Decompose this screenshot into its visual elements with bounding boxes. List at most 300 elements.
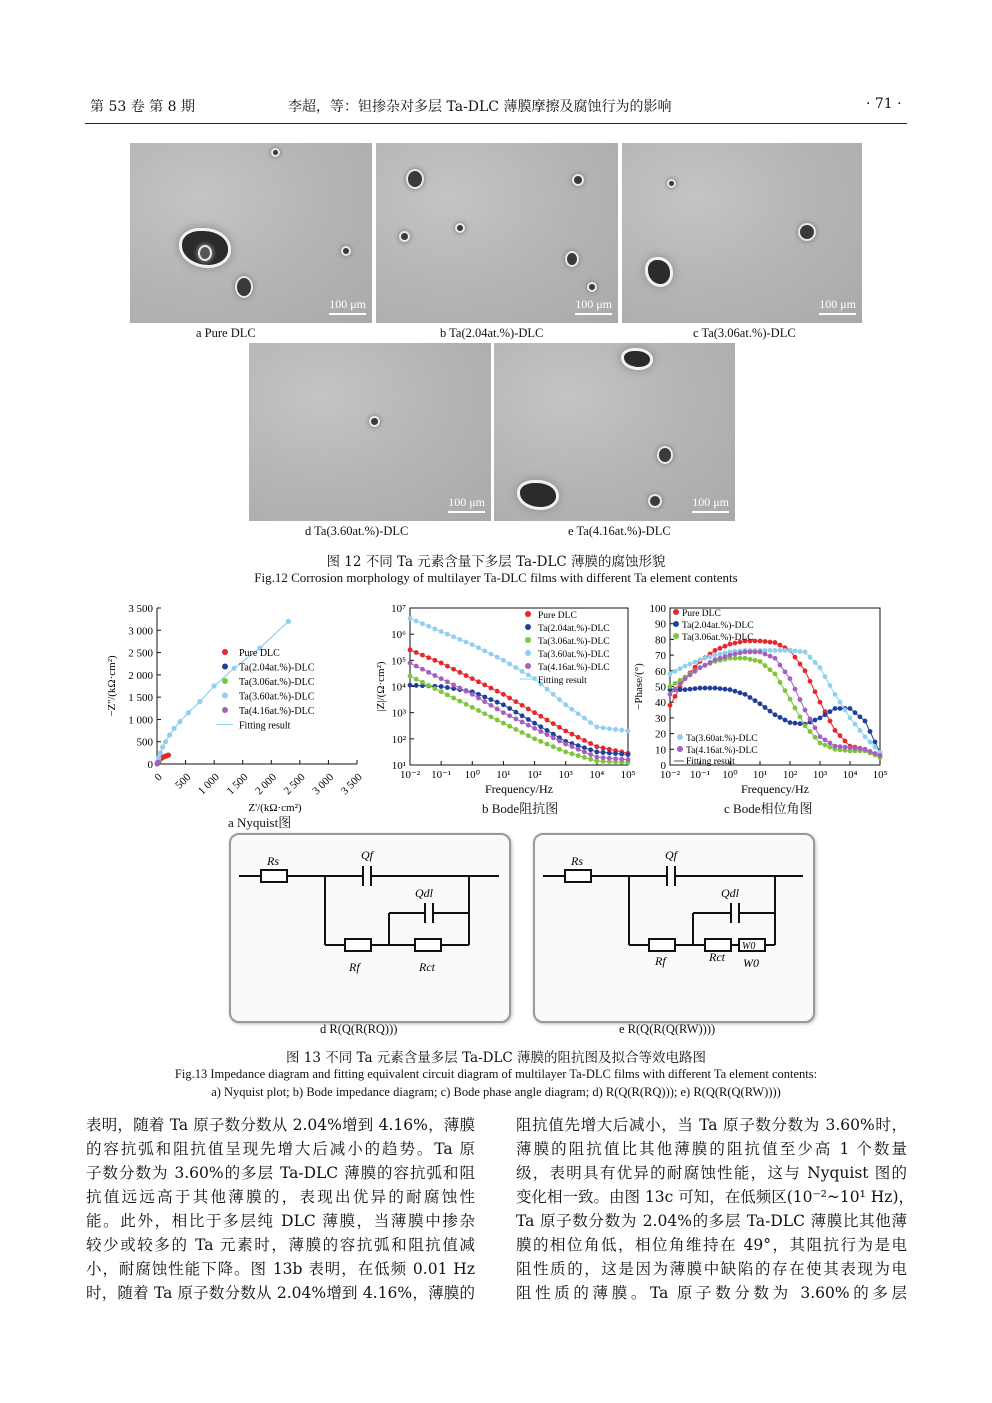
y-tick-label: 50	[655, 681, 666, 694]
legend-label: Ta(4.16at.%)-DLC	[239, 706, 315, 717]
y-tick-label: 80	[655, 634, 666, 647]
y-tick-label: 3 500	[128, 603, 153, 615]
data-point	[570, 707, 575, 712]
circuit-d-qf: Qf	[361, 848, 373, 862]
data-point	[738, 690, 743, 695]
data-point	[773, 640, 778, 645]
data-point	[451, 696, 456, 701]
data-point	[703, 663, 708, 668]
data-point	[848, 706, 853, 711]
data-point	[778, 663, 783, 668]
data-point	[808, 655, 813, 660]
data-point	[668, 703, 673, 708]
fig12-caption-cn: 图 12 不同 Ta 元素含量下多层 Ta-DLC 薄膜的腐蚀形貌	[326, 554, 666, 570]
data-point	[773, 648, 778, 653]
data-point	[798, 714, 803, 719]
circuit-e-box	[533, 833, 815, 1023]
data-point	[167, 732, 172, 737]
data-point	[532, 726, 537, 731]
data-point	[733, 656, 738, 661]
sem-label-c: c Ta(3.06at.%)-DLC	[693, 326, 796, 340]
data-point	[833, 692, 838, 697]
x-tick-label: 3 000	[310, 771, 337, 798]
data-point	[545, 718, 550, 723]
data-point	[557, 747, 562, 752]
data-point	[713, 657, 718, 662]
data-point	[868, 749, 873, 754]
legend-marker	[222, 693, 228, 699]
data-point	[683, 676, 688, 681]
x-tick-label: 10⁴	[589, 769, 605, 781]
svg-text:Qf: Qf	[665, 848, 677, 862]
data-point	[414, 664, 419, 669]
data-point	[758, 650, 763, 655]
data-point	[482, 711, 487, 716]
legend-marker	[222, 649, 228, 655]
data-point	[582, 716, 587, 721]
data-point	[793, 687, 798, 692]
data-point	[823, 743, 828, 748]
legend-label: Fitting result	[239, 720, 291, 732]
x-tick-label: 10³	[812, 769, 828, 781]
x-tick-label: 1 500	[224, 771, 251, 798]
data-point	[763, 705, 768, 710]
data-point	[495, 707, 500, 712]
data-point	[808, 729, 813, 734]
data-point	[818, 734, 823, 739]
data-point	[414, 650, 419, 655]
journal-volume: 第 53 卷 第 8 期	[90, 99, 195, 115]
data-point	[408, 683, 413, 688]
data-point	[445, 632, 450, 637]
data-point	[482, 695, 487, 700]
y-tick-label: 10⁷	[391, 603, 406, 615]
data-point	[788, 648, 793, 653]
data-point	[823, 712, 828, 717]
body-right-column: 阻抗值先增大后减小，当 Ta 原子数分数为 3.60%时， 薄膜的阻抗值比其他薄膜的阻抗值至少高 1 个数量 级，表明具有优异的耐腐蚀性能，这与 Nyquist 图的 变化相一致。由图 13c 可知，在低频区(10⁻²~10¹ Hz)， Ta 原子数分数为 2.04%的多层 Ta-DLC 薄膜比其他薄 膜的相位角低，相位角维持在 49°，其阻抗行为是电 阻性质的，这是因为薄膜中缺陷的存在使其表现为电 阻性质的薄膜。Ta 原子数分数为 3.60%的多层	[516, 1116, 915, 1302]
data-point	[513, 727, 518, 732]
x-tick-label: 0	[152, 771, 165, 784]
data-point	[439, 676, 444, 681]
scale-bar: 100 μm	[575, 297, 612, 315]
data-point	[433, 673, 438, 678]
data-point	[833, 728, 838, 733]
data-point	[743, 656, 748, 661]
data-point	[738, 651, 743, 656]
data-point	[513, 699, 518, 704]
x-tick-label: 10⁻¹	[431, 769, 452, 781]
data-point	[601, 725, 606, 730]
y-tick-label: 10	[655, 744, 666, 757]
y-tick-label: 20	[655, 728, 666, 741]
data-point	[464, 640, 469, 645]
data-point	[501, 710, 506, 715]
data-point	[803, 650, 808, 655]
y-tick-label: 90	[655, 618, 666, 631]
data-point	[563, 742, 568, 747]
data-point	[698, 686, 703, 691]
data-point	[426, 655, 431, 660]
chart-b-sublabel: b Bode阻抗图	[482, 801, 559, 816]
data-point	[728, 653, 733, 658]
data-point	[501, 702, 506, 707]
data-point	[798, 662, 803, 667]
data-point	[286, 619, 291, 624]
data-point	[733, 652, 738, 657]
data-point	[728, 687, 733, 692]
data-point	[532, 736, 537, 741]
data-point	[613, 751, 618, 756]
data-point	[748, 695, 753, 700]
data-point	[823, 737, 828, 742]
data-point	[873, 751, 878, 756]
data-point	[778, 643, 783, 648]
data-point	[451, 683, 456, 688]
running-title: 李超，等：钽掺杂对多层 Ta-DLC 薄膜摩擦及腐蚀行为的影响	[288, 99, 672, 115]
data-point	[470, 676, 475, 681]
data-point	[588, 720, 593, 725]
data-point	[495, 700, 500, 705]
data-point	[232, 666, 237, 671]
data-point	[495, 655, 500, 660]
svg-text:W0: W0	[742, 941, 756, 952]
data-point	[833, 706, 838, 711]
sem-image-e	[494, 343, 735, 521]
data-point	[853, 710, 858, 715]
data-point	[818, 700, 823, 705]
data-point	[532, 721, 537, 726]
data-point	[557, 739, 562, 744]
x-tick-label: 10²	[527, 769, 542, 781]
data-point	[678, 687, 683, 692]
data-point	[538, 739, 543, 744]
data-point	[607, 751, 612, 756]
data-point	[551, 744, 556, 749]
data-point	[698, 665, 703, 670]
circuit-d-rct: Rct	[419, 960, 435, 974]
data-point	[160, 744, 165, 749]
data-point	[808, 679, 813, 684]
data-point	[594, 744, 599, 749]
data-point	[445, 685, 450, 690]
data-point	[803, 723, 808, 728]
data-point	[763, 663, 768, 668]
x-tick-label: 10¹	[752, 769, 768, 781]
data-point	[507, 713, 512, 718]
y-tick-label: 2 000	[128, 669, 153, 682]
data-point	[470, 642, 475, 647]
data-point	[197, 699, 202, 704]
data-point	[619, 752, 624, 757]
chart-c-sublabel: c Bode相位角图	[724, 801, 813, 816]
data-point	[576, 747, 581, 752]
data-point	[464, 702, 469, 707]
data-point	[733, 689, 738, 694]
data-point	[439, 629, 444, 634]
data-point	[513, 717, 518, 722]
data-point	[545, 728, 550, 733]
data-point	[818, 665, 823, 670]
data-point	[557, 697, 562, 702]
data-point	[563, 702, 568, 707]
data-point	[713, 686, 718, 691]
legend-marker	[677, 746, 683, 752]
data-point	[768, 640, 773, 645]
data-point	[788, 697, 793, 702]
data-point	[758, 659, 763, 664]
y-tick-label: 10⁵	[391, 655, 406, 668]
data-point	[803, 708, 808, 713]
data-point	[433, 686, 438, 691]
data-point	[838, 733, 843, 738]
data-point	[414, 619, 419, 624]
data-point	[708, 660, 713, 665]
data-point	[482, 649, 487, 654]
fig12-caption-en: Fig.12 Corrosion morphology of multilayer Ta-DLC films with different Ta element contents	[254, 570, 738, 585]
scale-bar: 100 μm	[329, 297, 366, 315]
data-point	[823, 674, 828, 679]
y-tick-label: 10³	[391, 707, 406, 720]
data-point	[763, 652, 768, 657]
y-tick-label: 500	[136, 736, 153, 749]
data-point	[803, 668, 808, 673]
y-tick-label: 10²	[391, 733, 406, 746]
data-point	[439, 689, 444, 694]
x-axis-label: Frequency/Hz	[741, 782, 809, 796]
data-point	[748, 657, 753, 662]
data-point	[713, 653, 718, 658]
data-point	[783, 669, 788, 674]
x-tick-label: 2 500	[281, 771, 308, 798]
data-point	[588, 757, 593, 762]
legend-label: Ta(4.16at.%)-DLC	[538, 663, 610, 673]
data-point	[433, 658, 438, 663]
data-point	[457, 670, 462, 675]
data-point	[748, 650, 753, 655]
x-tick-label: 10²	[782, 769, 798, 781]
data-point	[753, 650, 758, 655]
fit-line	[410, 685, 628, 754]
data-point	[520, 713, 525, 718]
data-point	[513, 710, 518, 715]
data-point	[576, 735, 581, 740]
scale-bar: 100 μm	[692, 495, 729, 513]
data-point	[868, 729, 873, 734]
data-point	[868, 740, 873, 745]
circuit-d-label: d R(Q(R(RQ)))	[320, 1022, 398, 1036]
data-point	[863, 747, 868, 752]
legend-label: Fitting result	[538, 676, 587, 686]
legend-marker	[525, 663, 531, 669]
data-point	[607, 756, 612, 761]
y-tick-label: 30	[655, 712, 666, 725]
data-point	[489, 714, 494, 719]
data-point	[451, 634, 456, 639]
data-point	[828, 709, 833, 714]
svg-text:Rs: Rs	[571, 854, 583, 868]
data-point	[673, 681, 678, 686]
data-point	[563, 729, 568, 734]
data-point	[464, 689, 469, 694]
data-point	[408, 616, 413, 621]
data-point	[420, 667, 425, 672]
legend-marker	[222, 707, 228, 713]
data-point	[457, 686, 462, 691]
data-point	[798, 697, 803, 702]
legend-label: Pure DLC	[538, 611, 577, 621]
data-point	[570, 732, 575, 737]
data-point	[489, 703, 494, 708]
data-point	[482, 699, 487, 704]
data-point	[843, 708, 848, 713]
y-tick-label: 1 500	[128, 692, 153, 705]
x-tick-label: 10⁰	[464, 769, 480, 781]
legend-marker	[525, 624, 531, 630]
legend-marker	[525, 611, 531, 617]
data-point	[582, 738, 587, 743]
data-point	[439, 684, 444, 689]
legend-label: Fitting result	[686, 757, 735, 767]
data-point	[718, 652, 723, 657]
data-point	[526, 707, 531, 712]
data-point	[520, 730, 525, 735]
data-point	[703, 656, 708, 661]
data-point	[551, 692, 556, 697]
legend-marker	[673, 633, 679, 639]
data-point	[683, 664, 688, 669]
data-point	[743, 692, 748, 697]
data-point	[768, 709, 773, 714]
data-point	[693, 686, 698, 691]
data-point	[843, 739, 848, 744]
x-tick-label: 2 000	[253, 771, 280, 798]
data-point	[738, 656, 743, 661]
data-point	[582, 755, 587, 760]
data-point	[763, 639, 768, 644]
data-point	[426, 683, 431, 688]
legend-label: Ta(3.60at.%)-DLC	[239, 691, 315, 703]
data-point	[713, 648, 718, 653]
data-point	[853, 746, 858, 751]
fig13-caption-en-1: Fig.13 Impedance diagram and fitting equivalent circuit diagram of multilayer Ta-DLC films with different Ta element contents:	[174, 1067, 818, 1081]
data-point	[601, 750, 606, 755]
scale-bar: 100 μm	[448, 495, 485, 513]
y-tick-label: 0	[660, 760, 666, 772]
data-point	[532, 710, 537, 715]
data-point	[703, 686, 708, 691]
data-point	[873, 740, 878, 745]
data-point	[570, 744, 575, 749]
data-point	[773, 712, 778, 717]
data-point	[783, 688, 788, 693]
data-point	[588, 747, 593, 752]
data-point	[551, 721, 556, 726]
data-point	[501, 692, 506, 697]
circuit-d-box	[229, 833, 511, 1023]
x-axis-label: Z'/(kΩ·cm²)	[248, 802, 302, 814]
y-axis-label: −Z''/(kΩ·cm²)	[106, 655, 118, 717]
legend-label: Ta(3.60at.%)-DLC	[538, 650, 610, 660]
data-point	[673, 687, 678, 692]
data-point	[495, 689, 500, 694]
data-point	[538, 724, 543, 729]
data-point	[476, 708, 481, 713]
data-point	[507, 706, 512, 711]
x-tick-label: 3 500	[338, 771, 365, 798]
data-point	[818, 716, 823, 721]
legend-label: Ta(3.06at.%)-DLC	[682, 633, 754, 643]
data-point	[793, 655, 798, 660]
legend-marker	[673, 621, 679, 627]
x-tick-label: 10⁴	[842, 769, 858, 781]
data-point	[172, 726, 177, 731]
data-point	[723, 654, 728, 659]
svg-text:Rf: Rf	[655, 954, 666, 968]
data-point	[526, 673, 531, 678]
data-point	[457, 699, 462, 704]
data-point	[873, 745, 878, 750]
legend-label: Ta(3.06at.%)-DLC	[239, 677, 315, 688]
data-point	[813, 725, 818, 730]
data-point	[718, 646, 723, 651]
data-point	[818, 741, 823, 746]
sem-label-b: b Ta(2.04at.%)-DLC	[440, 326, 544, 340]
data-point	[858, 714, 863, 719]
data-point	[793, 706, 798, 711]
data-point	[420, 621, 425, 626]
data-point	[557, 725, 562, 730]
data-point	[156, 760, 161, 765]
data-point	[613, 756, 618, 761]
data-point	[476, 645, 481, 650]
data-point	[526, 723, 531, 728]
data-point	[723, 644, 728, 649]
data-point	[445, 692, 450, 697]
data-point	[828, 719, 833, 724]
data-point	[693, 669, 698, 674]
data-point	[813, 689, 818, 694]
x-tick-label: 500	[173, 771, 194, 792]
legend-marker	[222, 678, 228, 684]
data-point	[576, 753, 581, 758]
data-point	[489, 697, 494, 702]
data-point	[545, 732, 550, 737]
data-point	[526, 717, 531, 722]
x-tick-label: 10⁵	[872, 769, 888, 781]
sem-image-c	[622, 143, 862, 323]
data-point	[563, 750, 568, 755]
legend-label: Ta(3.60at.%)-DLC	[686, 734, 758, 744]
data-point	[601, 746, 606, 751]
data-point	[457, 637, 462, 642]
data-point	[813, 718, 818, 723]
data-point	[545, 687, 550, 692]
x-tick-label: 10¹	[496, 769, 511, 781]
y-tick-label: 60	[655, 665, 666, 678]
data-point	[693, 660, 698, 665]
data-point	[158, 750, 163, 755]
legend-label: Pure DLC	[239, 648, 280, 659]
data-point	[828, 683, 833, 688]
data-point	[688, 662, 693, 667]
data-point	[863, 734, 868, 739]
header-rule	[85, 123, 907, 124]
data-point	[668, 692, 673, 697]
data-point	[570, 751, 575, 756]
data-point	[495, 718, 500, 723]
data-point	[594, 750, 599, 755]
data-point	[768, 654, 773, 659]
